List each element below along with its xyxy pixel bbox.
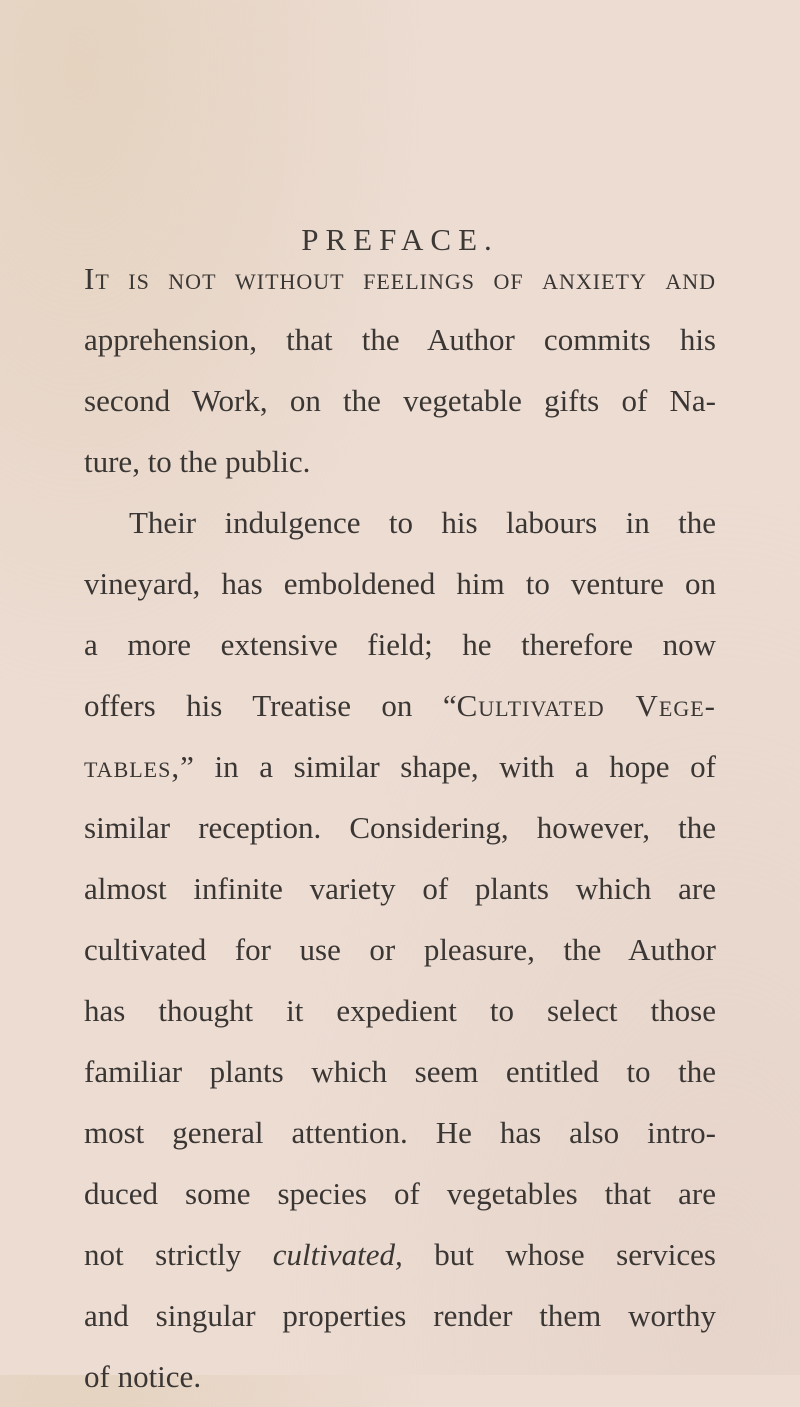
text-line [84,980,716,1041]
text-segment: and singular properties render them worthy [84,1298,716,1333]
text-line [84,858,716,919]
text-line [84,431,716,492]
text-line [84,797,716,858]
text-segment: similar reception. Considering, however, the [84,810,716,845]
text-segment: familiar plants which seem entitled to the [84,1054,716,1089]
text-line [84,1041,716,1102]
text-line [84,614,716,675]
text-segment: vineyard, has emboldened him to venture on [84,566,716,601]
text-line [84,248,716,309]
text-segment: second Work, on the vegetable gifts of Na- [84,383,716,418]
text-segment: a more extensive field; he therefore now [84,627,716,662]
text-line [84,492,716,553]
text-segment: but whose services [402,1237,716,1272]
text-segment: ture, to the public. [84,444,311,479]
text-segment: ” in a similar shape, with a hope of [180,749,716,784]
text-line [84,736,716,797]
text-segment: duced some species of vegetables that are [84,1176,716,1211]
text-segment: has thought it expedient to select those [84,993,716,1028]
text-segment: Their indulgence to his labours in the [129,505,716,540]
text-line [84,919,716,980]
text-line [84,553,716,614]
text-segment: Cultivated Vege- [456,688,716,723]
text-segment: not strictly [84,1237,273,1272]
text-line [84,1346,716,1407]
text-line [84,370,716,431]
text-segment: tables, [84,749,181,784]
text-line [84,309,716,370]
text-line [84,1285,716,1346]
text-segment: of notice. [84,1359,202,1394]
text-line [84,1224,716,1285]
text-segment: almost infinite variety of plants which are [84,871,716,906]
preface-body [84,248,716,1407]
text-segment: cultivated, [272,1237,403,1272]
text-segment: cultivated for use or pleasure, the Author [84,932,716,967]
text-line [84,1102,716,1163]
text-line [84,675,716,736]
text-line [84,1163,716,1224]
text-segment: It is not without feelings of anxiety and [84,261,716,296]
text-segment: most general attention. He has also intro- [84,1115,716,1150]
text-segment: apprehension, that the Author commits his [84,322,716,357]
page-title: PREFACE. [301,222,499,257]
text-segment: offers his Treatise on “ [84,688,457,723]
